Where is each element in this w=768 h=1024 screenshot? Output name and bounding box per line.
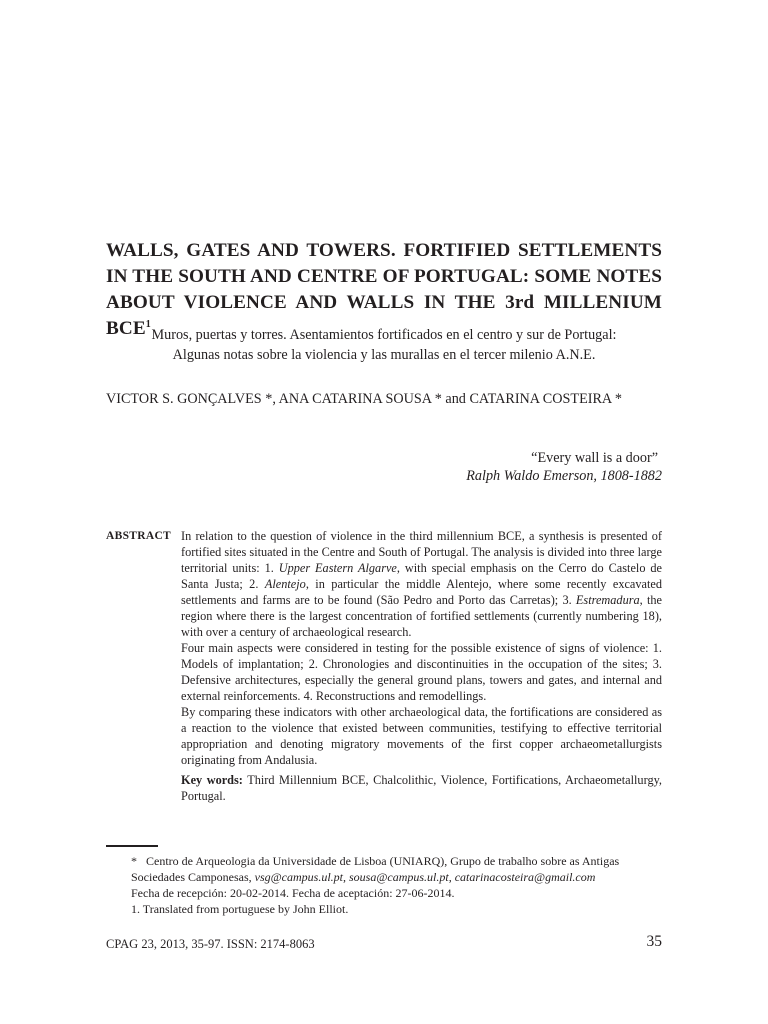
footnote-dates: Fecha de recepción: 20-02-2014. Fecha de aceptación: 27-06-2014. bbox=[131, 886, 455, 900]
title-line-2: IN THE SOUTH AND CENTRE OF PORTUGAL: SOME NOTES bbox=[106, 266, 662, 287]
author-list: VICTOR S. GONÇALVES *, ANA CATARINA SOUSA * and CATARINA COSTEIRA * bbox=[106, 391, 623, 407]
author-emails[interactable]: vsg@campus.ul.pt, sousa@campus.ul.pt, catarinacosteira@gmail.com bbox=[254, 870, 596, 884]
subtitle-line-1: Muros, puertas y torres. Asentamientos fortificados en el centro y sur de Portugal: bbox=[151, 327, 617, 343]
abstract-paragraph-2: Four main aspects were considered in testing for the possible existence of signs of violence: 1. Models of implantation; 2. Chronologies and discontinuities in the occupation of the sites; 3. Defensive architectures, especially the general ground plans, towers and gates, and internal and external reinforcements. 4. Reconstructions and remodellings. bbox=[181, 641, 662, 703]
keywords-label: Key words: bbox=[181, 773, 243, 787]
region-upper-eastern-algarve: Upper Eastern Algarve bbox=[278, 561, 397, 575]
region-estremadura: Estremadura bbox=[575, 593, 640, 607]
spanish-subtitle bbox=[106, 325, 662, 365]
affiliation-text: Centro de Arqueologia da Universidade de Lisboa (UNIARQ), Grupo de trabalho sobre as Antigas Sociedades Camponesas, bbox=[131, 854, 620, 884]
affiliation-mark: * bbox=[131, 854, 137, 868]
abstract-p1-text-d: , the region where there is the largest concentration of fortified settlements (currently numbering 18), with over a century of archaeological research. bbox=[181, 593, 662, 639]
footnote-1: 1. Translated from portuguese by John Elliot. bbox=[131, 902, 349, 916]
abstract-label: ABSTRACT bbox=[106, 530, 172, 542]
abstract-paragraph-3: By comparing these indicators with other archaeological data, the fortifications are considered as a reaction to the violence that existed between communities, testifying to effective territorial appropriation and denoting migratory movements of the first copper archaeometallurgists originating from Andalusia. bbox=[181, 705, 662, 767]
journal-citation: CPAG 23, 2013, 35-97. ISSN: 2174-8063 bbox=[106, 937, 315, 951]
footnotes bbox=[106, 853, 662, 917]
keywords bbox=[181, 772, 662, 804]
abstract-p1-text-b: , with special emphasis on the Cerro do Castelo de Santa Justa; 2. bbox=[181, 561, 662, 591]
region-alentejo: Alentejo bbox=[264, 577, 306, 591]
epigraph-attribution: Ralph Waldo Emerson, 1808-1882 bbox=[466, 468, 662, 484]
abstract-paragraph-1 bbox=[181, 528, 662, 640]
abstract-p1-text-c: , in particular the middle Alentejo, where some recently excavated settlements and farms are to be found (São Pedro and Porto das Carretas); 3. bbox=[181, 577, 663, 607]
title-line-1: WALLS, GATES AND TOWERS. FORTIFIED SETTLEMENTS bbox=[106, 240, 662, 261]
footnote-divider bbox=[106, 845, 158, 847]
footnote-affiliation bbox=[106, 853, 662, 885]
subtitle-line-2: Algunas notas sobre la violencia y las murallas en el tercer milenio A.N.E. bbox=[172, 347, 596, 363]
epigraph-quote: “Every wall is a door” bbox=[531, 450, 658, 466]
epigraph bbox=[380, 449, 662, 485]
title-line-3-text: ABOUT VIOLENCE AND WALLS IN THE 3rd MILLENIUM BCE bbox=[106, 292, 662, 339]
abstract-p1-text-a: In relation to the question of violence in the third millennium BCE, a synthesis is presented of fortified sites situated in the Centre and South of Portugal. The analysis is divided into three large territorial units: 1. bbox=[181, 529, 662, 575]
page-number: 35 bbox=[646, 933, 662, 950]
abstract-body bbox=[181, 528, 662, 804]
title-footnote-ref[interactable]: 1 bbox=[145, 319, 151, 330]
keywords-list: Third Millennium BCE, Chalcolithic, Violence, Fortifications, Archaeometallurgy, Portugal. bbox=[181, 773, 663, 803]
